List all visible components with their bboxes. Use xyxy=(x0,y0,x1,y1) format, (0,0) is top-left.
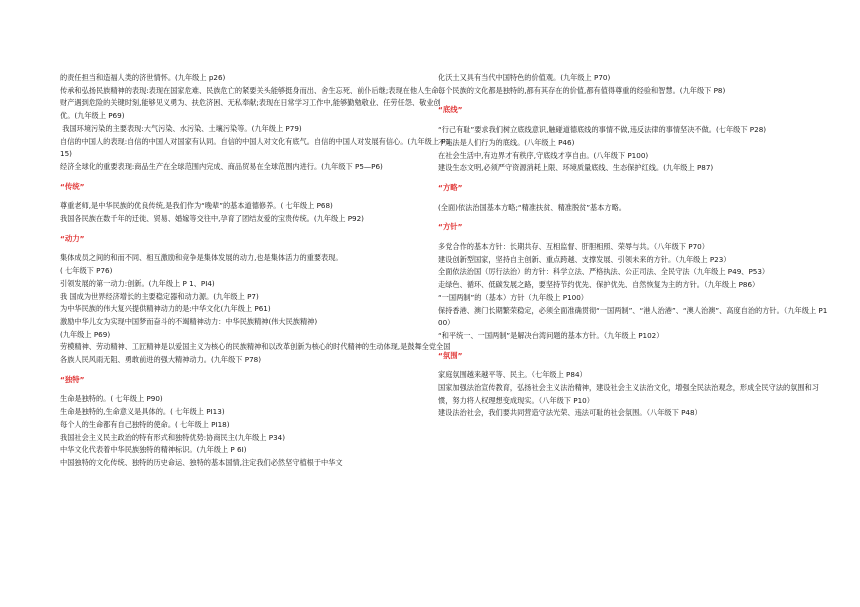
text-line: 为中华民族的伟大复兴提供精神动力的是:中华文化(九年级上 P61) xyxy=(60,304,271,314)
left-column xyxy=(60,72,452,470)
paragraph-block xyxy=(438,202,830,215)
text-line: 我国社会主义民主政治的特有形式和独特优势:协商民主(九年级上 P34) xyxy=(60,432,286,442)
text-line: 保持香港、澳门长期繁荣稳定，必须全面准确贯彻“一国两制”、“港人治港”、“澳人治澳”、高度自治的方针。（九年级上 P100） xyxy=(438,305,828,328)
paragraph-block xyxy=(60,200,452,225)
text-line: 家庭氛围越来越平等、民主。（七年级上 P84） xyxy=(438,370,587,380)
text-line: 国家加强法治宣传教育，弘扬社会主义法治精神，建设社会主义法治文化，增强全民法治观念，形成全民守法的氛围和习惯，努力将人权理想变成现实。（八年级下 P10） xyxy=(438,383,819,405)
paragraph-block xyxy=(438,369,830,420)
text-line: 化沃土又具有当代中国特色的价值观。(九年级上 P70) xyxy=(438,73,611,82)
text-line: 中华文化代表着中华民族独特的精神标识。(九年级上 P 6I) xyxy=(60,445,247,455)
text-line: 生命是独特的,生命意义是具体的。( 七年级上 PI13) xyxy=(60,407,225,417)
text-line: 在社会生活中,有边界才有秩序,守底线才享自由。(八年级下 P100) xyxy=(438,150,649,160)
paragraph-block xyxy=(438,72,830,97)
text-line: 我国环境污染的主要表现:大气污染、水污染、土壤污染等。(九年级上 P79) xyxy=(60,123,302,133)
text-line: 自信的中国人的表现:自信的中国人对国家有认同。自信的中国人对文化有底气。自信的中国人对发展有信心。(九年级上 P115) xyxy=(60,136,451,159)
text-line: “一国两制”的（基本）方针（九年级上 P100） xyxy=(438,292,588,302)
paragraph-block xyxy=(60,252,452,366)
text-line: 建设生态文明,必须严守资源消耗上限、环境质量底线、生态保护红线。(九年级上 P87) xyxy=(438,163,714,173)
paragraph-block xyxy=(60,72,452,174)
text-line: 多党合作的基本方针：长期共存、互相监督、肝胆相照、荣辱与共。（八年级下 P70） xyxy=(438,242,709,252)
text-line: 走绿色、循环、低碳发展之路，要坚持节约优先、保护优先、自然恢复为主的方针。（九年级上 P86） xyxy=(438,280,760,290)
text-line: 每个人的生命都有自己独特的使命。( 七年级上 PI18) xyxy=(60,419,230,429)
text-line: 尊重老师,是中华民族的优良传统,是我们作为“晚辈”的基本道德修养。( 七年级上 P68) xyxy=(60,201,333,211)
text-line: ( 七年级下 P76) xyxy=(60,266,113,276)
text-line: 我 国成为世界经济增长的主要稳定器和动力源。(九年级上 P7) xyxy=(60,291,259,301)
text-line: 生命是独特的。( 七年级上 P90) xyxy=(60,394,163,404)
text-line: “行己有耻”要求我们树立底线意识,触碰道德底线的事情不做,违反法律的事情坚决不做。(七年级下 P28) xyxy=(438,125,767,135)
text-line: (全面)依法治国基本方略;“精准扶贫、精准脱贫”基本方略。 xyxy=(438,202,626,212)
text-line: 集体成员之间的和而不同、相互激励和竞争是集体发展的动力,也是集体活力的重要表现。 xyxy=(60,253,343,263)
text-line: 不违法是人们行为的底线。(八年级上 P46) xyxy=(438,137,575,147)
section-heading: “底线” xyxy=(438,105,463,115)
text-line: 全面依法治国（厉行法治）的方针：科学立法、严格执法、公正司法、全民守法（九年级上 P49、P53） xyxy=(438,267,770,277)
section-heading: “传统” xyxy=(60,181,85,191)
text-line: 每个民族的文化都是独特的,都有其存在的价值,都有值得尊重的经验和智慧。(九年级下 P8) xyxy=(438,85,726,95)
text-line: 建设法治社会，我们要共同营造守法光荣、违法可耻的社会氛围。（八年级下 P48） xyxy=(438,408,702,418)
text-line: “和平统一、一国两制”是解决台湾问题的基本方针。（九年级上 P102） xyxy=(438,330,664,340)
text-line: 经济全球化的重要表现:商品生产在全球范围内完成、商品贸易在全球范围内进行。(九年级下 P5—P6) xyxy=(60,161,383,171)
right-column xyxy=(438,72,830,420)
text-line: 建设创新型国家，坚持自主创新、重点跨越、支撑发展、引领未来的方针。（九年级上 P23） xyxy=(438,254,731,264)
text-line: 激励中华儿女为实现中国梦而奋斗的不竭精神动力：中华民族精神(伟大民族精神) xyxy=(60,316,318,326)
text-line: 引领发展的第一动力:创新。(九年级上 P 1、PI4) xyxy=(60,278,215,288)
section-heading: “氛围” xyxy=(438,350,463,360)
text-line: 劳模精神、劳动精神、工匠精神是以爱国主义为核心的民族精神和以改革创新为核心的时代精神的生动体现,是鼓舞全党全国各族人民风雨无阻、勇敢前进的强大精神动力。(九年级下 P78) xyxy=(60,342,451,365)
text-line: 我国各民族在数千年的迁徙、贸易、婚嫁等交往中,孕育了团结友爱的宝贵传统。(九年级上 P92) xyxy=(60,214,364,224)
paragraph-block xyxy=(438,241,830,343)
text-line: 的责任担当和造福人类的济世情怀。(九年级上 p26) xyxy=(60,73,226,82)
paragraph-block xyxy=(438,124,830,175)
text-line: (九年级上 P69) xyxy=(60,329,111,339)
text-line: 传承和弘扬民族精神的表现:表现在国家危难、民族危亡的紧要关头能够挺身而出、舍生忘死、前仆后继;表现在他人生命、财产遇到危险的关键时刻,能够见义勇为、扶危济困、无私奉献;表现在日常学习工作中,能够勤勉敬业、任劳任怨、敬业创优。(九年级上 P69) xyxy=(60,85,446,121)
text-line: 中国独特的文化传统、独特的历史命运、独特的基本国情,注定我们必然坚守植根于中华文 xyxy=(60,457,343,467)
section-heading: “方略” xyxy=(438,182,463,192)
section-heading: “独特” xyxy=(60,374,85,384)
section-heading: “方针” xyxy=(438,222,463,232)
section-heading: “动力” xyxy=(60,233,85,243)
paragraph-block xyxy=(60,393,452,469)
